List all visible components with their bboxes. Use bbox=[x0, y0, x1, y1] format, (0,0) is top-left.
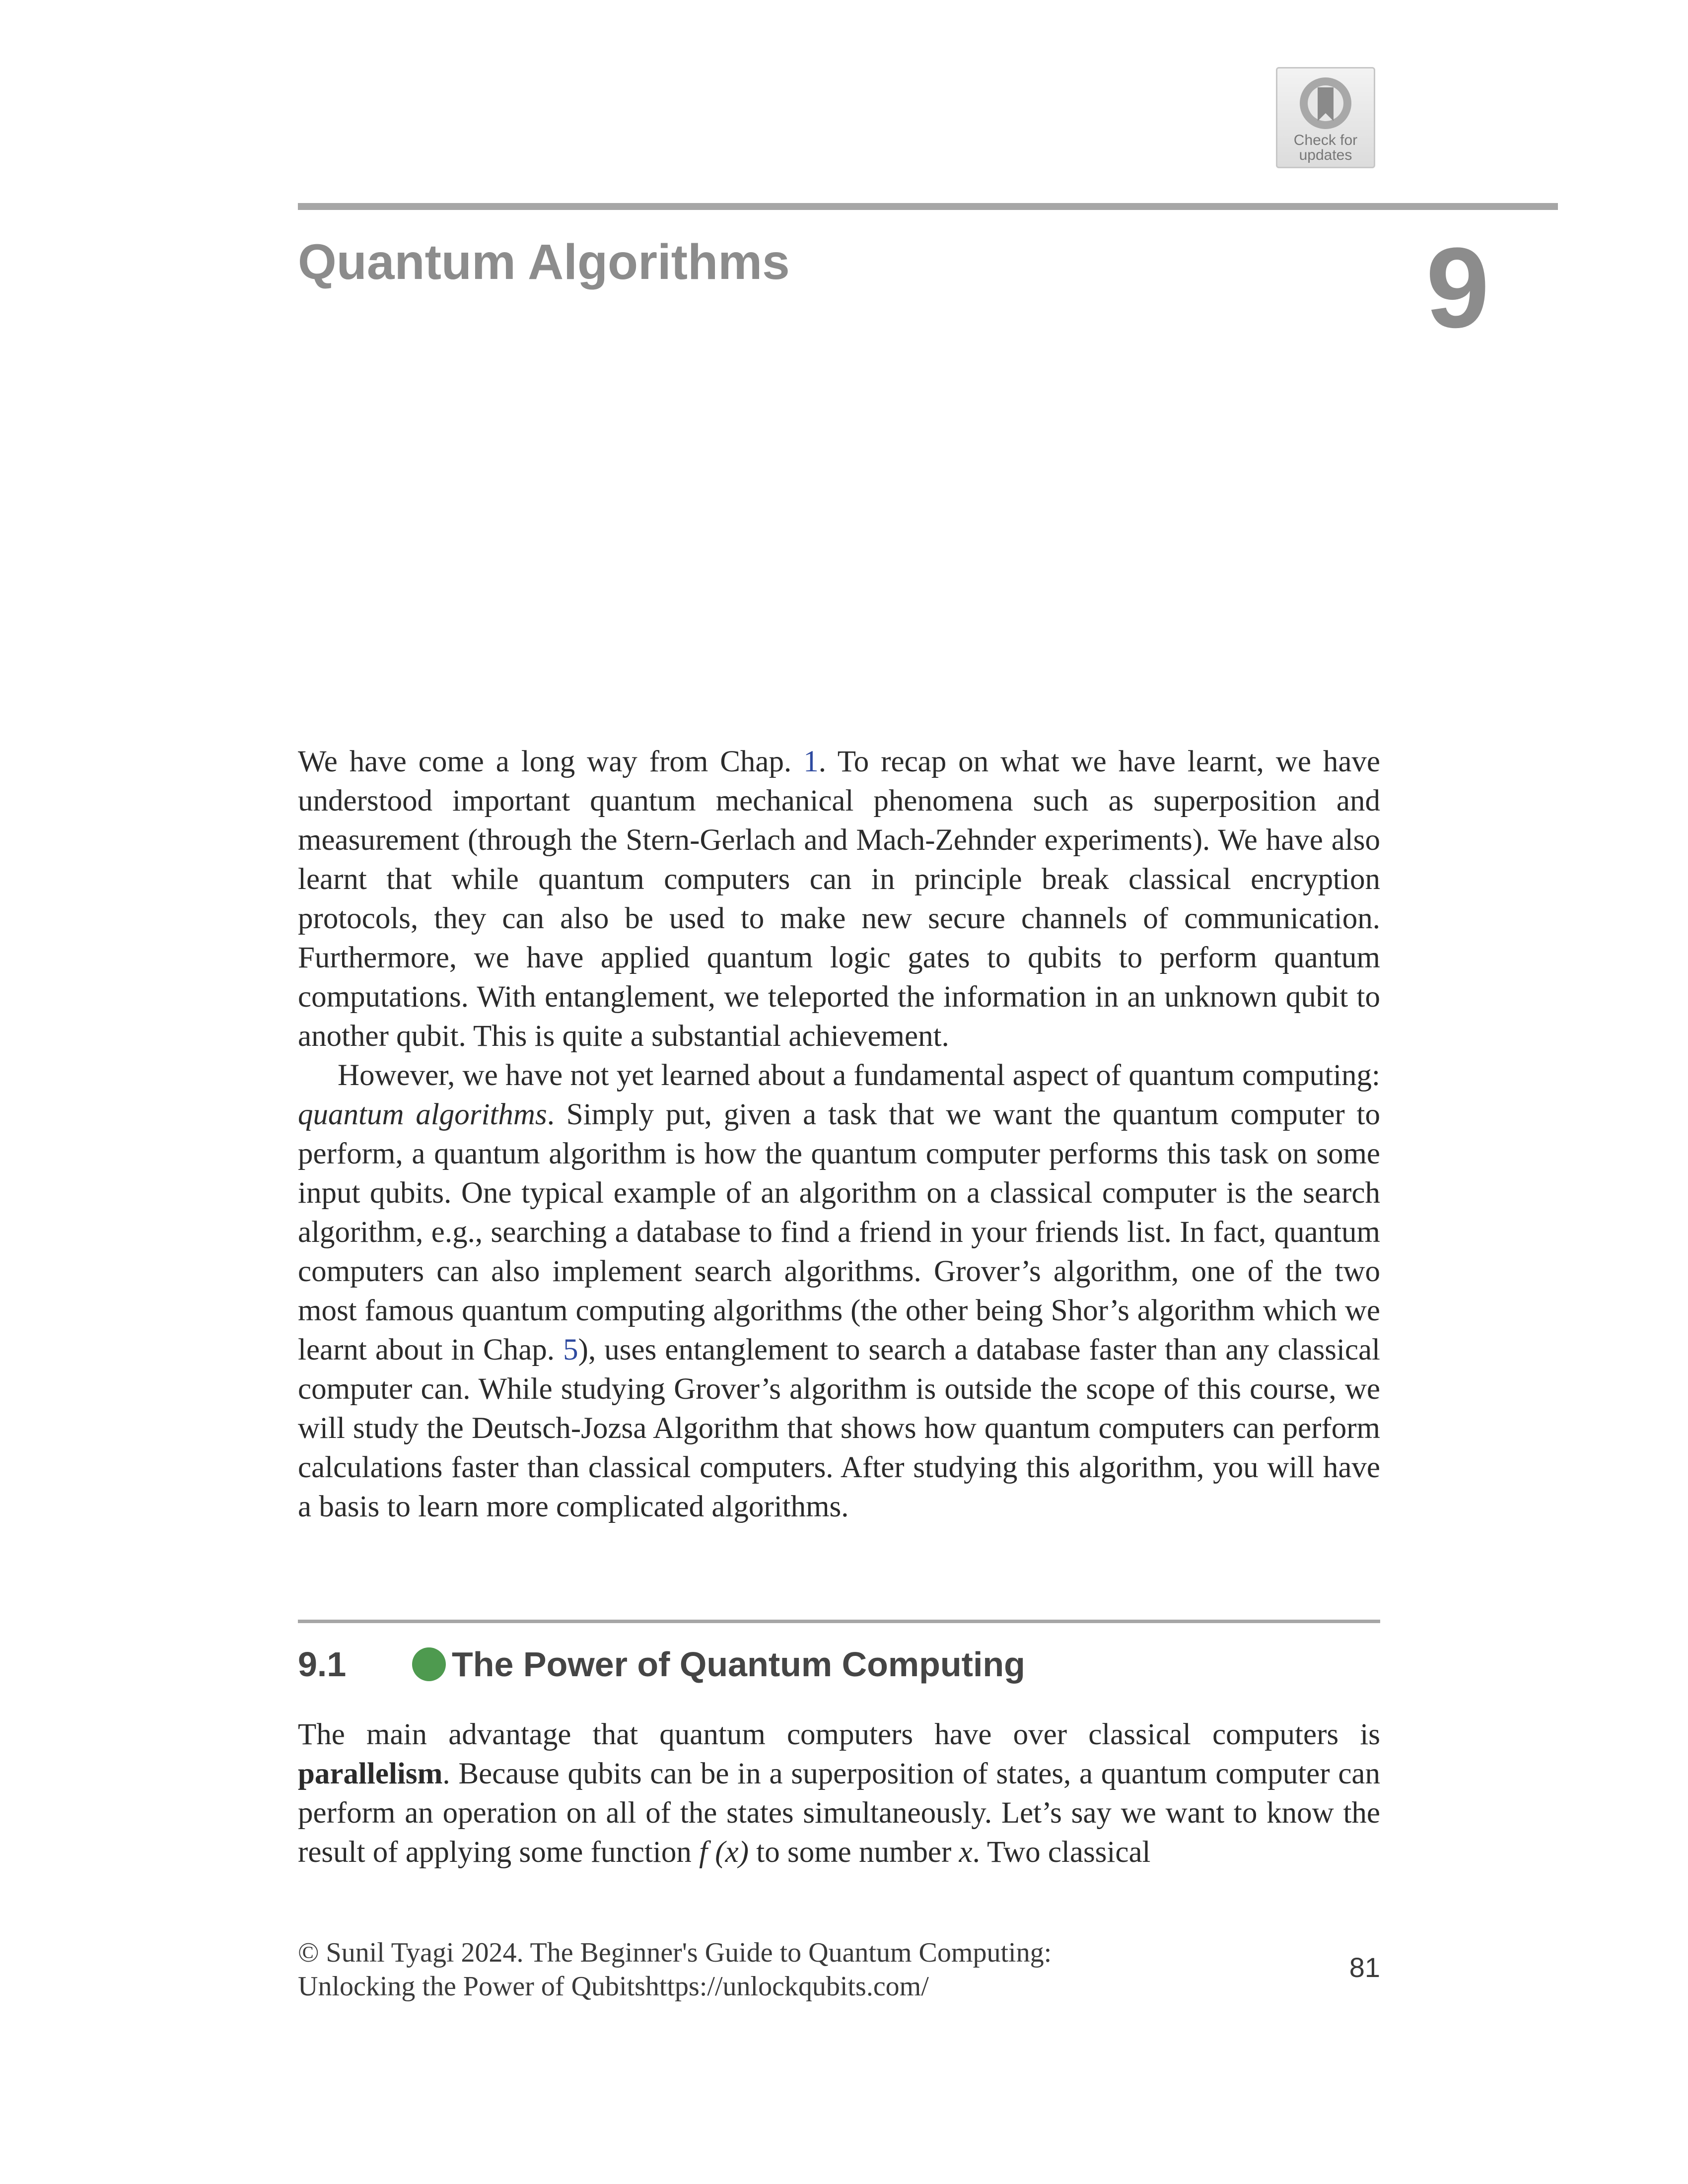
copyright-line-2: Unlocking the Power of Qubitshttps://unlockqubits.com/ bbox=[298, 1971, 929, 2002]
chapter-number: 9 bbox=[1426, 224, 1489, 351]
copyright-notice bbox=[298, 1936, 1052, 2003]
check-for-updates-badge[interactable] bbox=[1276, 67, 1375, 168]
chapter-title: Quantum Algorithms bbox=[298, 234, 790, 290]
text-run: The main advantage that quantum computers have over classical computers is bbox=[298, 1718, 1380, 1751]
section-paragraph-1 bbox=[298, 1715, 1380, 1872]
chapter-top-rule bbox=[298, 203, 1558, 210]
emphasis-term: quantum algorithms bbox=[298, 1098, 547, 1131]
text-run: . Two classical bbox=[972, 1836, 1151, 1869]
section-number: 9.1 bbox=[298, 1645, 347, 1684]
section-heading bbox=[298, 1637, 1025, 1692]
bold-term: parallelism bbox=[298, 1757, 443, 1790]
text-run: to some number bbox=[749, 1836, 959, 1869]
section-title: The Power of Quantum Computing bbox=[452, 1645, 1025, 1684]
text-run: . To recap on what we have learnt, we have understood important quantum mechanical phenomena such as superposition and measurement (through the Stern-Gerlach and Mach-Zehnder experiments). We have also learnt that while quantum computers can in principle break classical encryption protocols, they can also be used to make new secure channels of communication. Furthermore, we have applied quantum logic gates to qubits to perform quantum computations. With entanglement, we teleported the information in an unknown qubit to another qubit. This is quite a substantial achievement. bbox=[298, 745, 1380, 1053]
intro-paragraph-2 bbox=[298, 1056, 1380, 1526]
text-run: . Because qubits can be in a superposition of states, a quantum computer can perform an operation on all of the states simultaneously. Let’s say we want to know the result of applying some function bbox=[298, 1757, 1380, 1869]
badge-label: Check for updates bbox=[1293, 132, 1358, 163]
text-run: . Simply put, given a task that we want the quantum computer to perform, a quantum algorithm is how the quantum computer performs this task on some input qubits. One typical example of an algorithm on a classical computer is the search algorithm, e.g., searching a database to find a friend in your friends list. In fact, quantum computers can also implement search algorithms. Grover’s algorithm, one of the two most famous quantum computing algorithms (the other being Shor’s algorithm which we learnt about in Chap. bbox=[298, 1098, 1380, 1366]
green-dot-icon bbox=[412, 1647, 446, 1681]
math-variable: x bbox=[959, 1836, 973, 1869]
text-run: ), uses entanglement to search a database faster than any classical computer can. While studying Grover’s algorithm is outside the scope of this course, we will study the Deutsch-Jozsa Algorithm that shows how quantum computers can perform calculations faster than classical computers. After studying this algorithm, you will have a basis to learn more complicated algorithms. bbox=[298, 1333, 1380, 1523]
math-expression: f (x) bbox=[699, 1836, 749, 1869]
section-rule bbox=[298, 1620, 1380, 1623]
text-run: However, we have not yet learned about a fundamental aspect of quantum computing: bbox=[338, 1059, 1380, 1092]
chapter-1-link[interactable]: 1 bbox=[803, 745, 819, 778]
copyright-line-1: © Sunil Tyagi 2024. The Beginner's Guide to Quantum Computing: bbox=[298, 1937, 1052, 1968]
intro-paragraph-1 bbox=[298, 742, 1380, 1056]
page-number: 81 bbox=[1349, 1952, 1380, 1983]
bookmark-circle-icon bbox=[1296, 73, 1355, 133]
chapter-5-link[interactable]: 5 bbox=[563, 1333, 578, 1366]
text-run: We have come a long way from Chap. bbox=[298, 745, 804, 778]
